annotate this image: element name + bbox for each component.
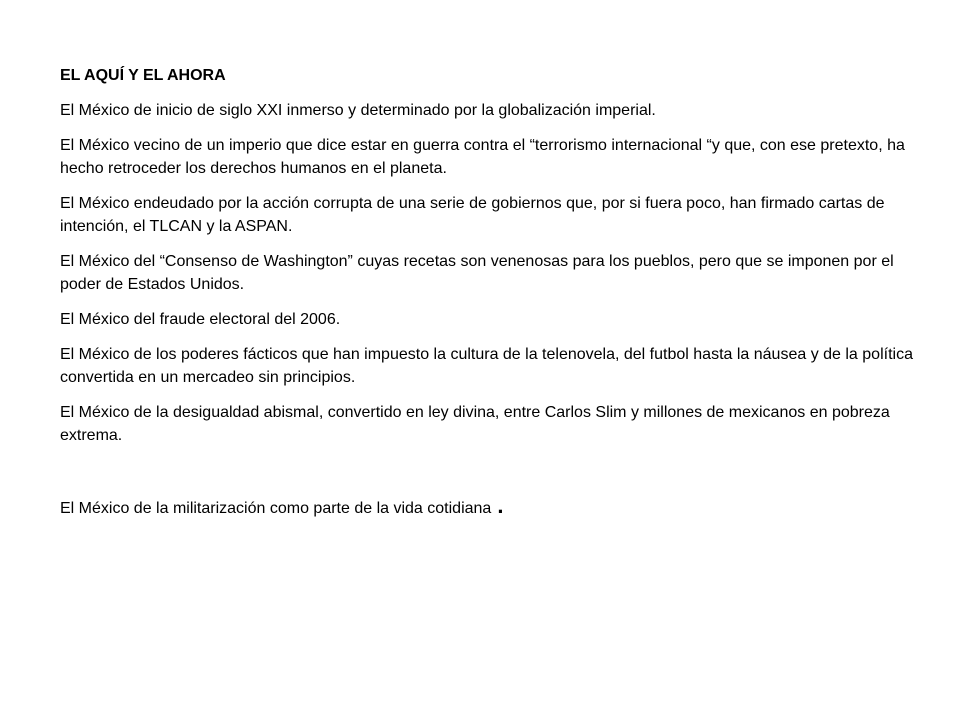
end-mark: . — [497, 493, 504, 518]
paragraph-consenso: El México del “Consenso de Washington” cuyas recetas son venenosas para los pueblos, pero que se imponen por el poder de Estados Unidos. — [60, 253, 894, 293]
paragraph-militarizacion-text: El México de la militarización como parte de la vida cotidiana — [60, 500, 492, 517]
paragraph-globalizacion: El México de inicio de siglo XXI inmerso y determinado por la globalización imperial. — [60, 102, 656, 119]
paragraph-poderes: El México de los poderes fácticos que han impuesto la cultura de la telenovela, del futbol hasta la náusea y de la política convertida en un mercadeo sin principios. — [60, 346, 913, 386]
paragraph-fraude: El México del fraude electoral del 2006. — [60, 311, 341, 328]
paragraph-imperio: El México vecino de un imperio que dice estar en guerra contra el “terrorismo internacional “y que, con ese pretexto, ha hecho retroceder los derechos humanos en el planeta. — [60, 137, 905, 177]
paragraph-endeudado: El México endeudado por la acción corrupta de una serie de gobiernos que, por si fuera poco, han firmado cartas de intención, el TLCAN y la ASPAN. — [60, 195, 885, 235]
paragraph-militarizacion — [60, 494, 920, 520]
slide-title: EL AQUÍ Y EL AHORA — [60, 67, 226, 84]
paragraph-desigualdad: El México de la desigualdad abismal, convertido en ley divina, entre Carlos Slim y millones de mexicanos en pobreza extrema. — [60, 404, 890, 444]
slide-content — [60, 64, 920, 532]
